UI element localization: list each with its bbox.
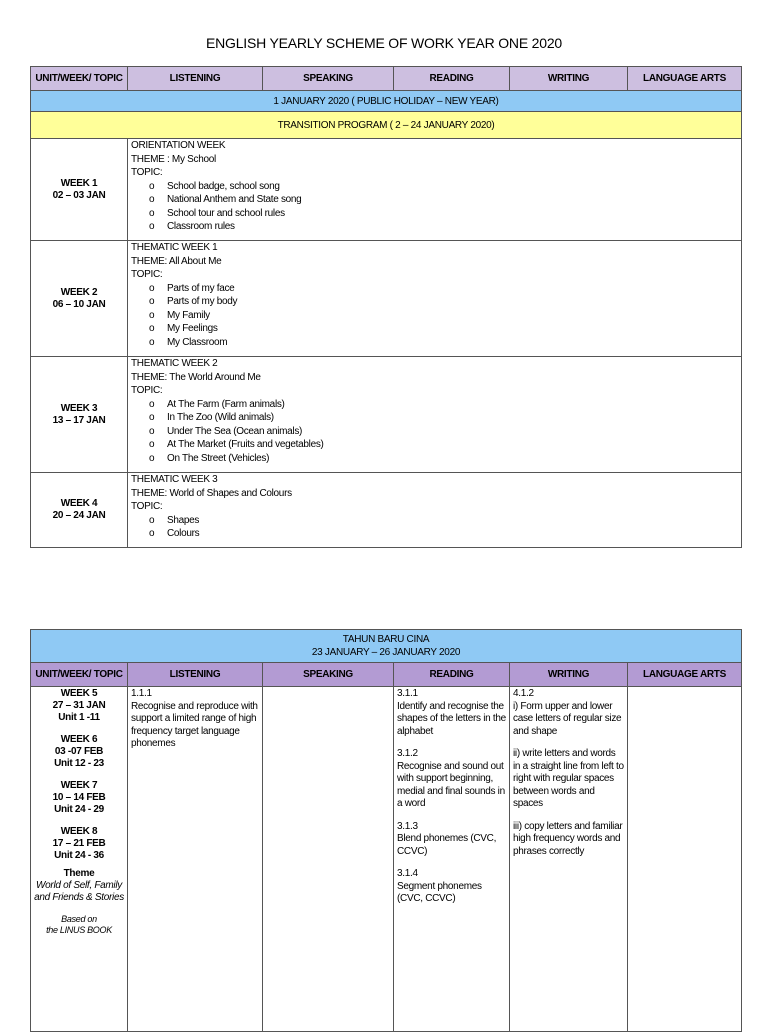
week-label-cell <box>31 473 128 548</box>
reading-item: 3.1.2 Recognise and sound out with support beginning, medial and final sounds in a word <box>397 748 505 809</box>
week-topic-label: TOPIC: <box>131 501 163 512</box>
bullet-icon: o <box>149 207 155 219</box>
theme-text: World of Self, Family and Friends & Stories <box>34 880 124 903</box>
bullet-icon: o <box>149 452 155 464</box>
holiday-row: 1 JANUARY 2020 ( PUBLIC HOLIDAY – NEW YEAR) <box>31 91 742 112</box>
topic-list <box>131 282 741 350</box>
based-on-book: the LINUS BOOK <box>46 925 112 935</box>
week-theme: THEME: The World Around Me <box>131 371 261 383</box>
writing-code: 4.1.2 <box>513 688 534 699</box>
week-row <box>31 357 742 473</box>
week-label: WEEK 3 <box>60 402 98 414</box>
cny-header <box>31 630 742 663</box>
topic-item: o Shapes <box>149 514 200 526</box>
writing-item: ii) write letters and words in a straight line from left to right with regular spaces between words and spaces <box>513 748 624 809</box>
topic-item: o School tour and school rules <box>149 207 285 219</box>
bullet-icon: o <box>149 528 155 539</box>
topic-item: o Colours <box>149 528 200 539</box>
bullet-icon: o <box>149 180 155 192</box>
col-header-language-arts: LANGUAGE ARTS <box>628 67 742 91</box>
col-header-listening: LISTENING <box>128 67 263 91</box>
transition-row: TRANSITION PROGRAM ( 2 – 24 JANUARY 2020) <box>31 112 742 139</box>
week-theme: THEME: World of Shapes and Colours <box>131 487 292 499</box>
bullet-icon: o <box>149 412 155 423</box>
topic-item: o At The Farm (Farm animals) <box>149 398 285 410</box>
bullet-icon: o <box>149 439 155 450</box>
reading-item: 3.1.4 Segment phonemes (CVC, CCVC) <box>397 868 482 904</box>
topic-item: o My Feelings <box>149 323 218 334</box>
bullet-icon: o <box>149 336 155 348</box>
reading-cell <box>394 687 510 1032</box>
topic-list <box>131 398 741 466</box>
week-content <box>128 357 742 473</box>
week-content <box>128 139 742 241</box>
week-block: WEEK 5 27 – 31 JAN Unit 1 -11 <box>52 688 106 723</box>
cny-title: TAHUN BARU CINA <box>342 634 430 645</box>
speaking-cell <box>263 687 394 1032</box>
reading-item: 3.1.1 Identify and recognise the shapes of the letters in the alphabet <box>397 688 506 737</box>
unit-week-cell <box>31 687 128 1032</box>
based-on-label: Based on <box>61 914 97 924</box>
topic-item: o School badge, school song <box>149 180 280 192</box>
bullet-icon: o <box>149 221 155 232</box>
topic-item: o Parts of my face <box>149 282 235 294</box>
col-header-listening: LISTENING <box>128 663 263 687</box>
bullet-icon: o <box>149 296 155 307</box>
col-header-reading: READING <box>394 663 510 687</box>
week-block: WEEK 6 03 -07 FEB Unit 12 - 23 <box>54 734 104 769</box>
listening-cell <box>128 687 263 1032</box>
week-label: WEEK 4 <box>60 498 98 509</box>
week-heading: THEMATIC WEEK 2 <box>131 358 218 369</box>
week-row <box>31 241 742 357</box>
topic-item: o On The Street (Vehicles) <box>149 452 270 464</box>
topic-item: o Classroom rules <box>149 221 235 232</box>
listening-code: 1.1.1 <box>131 688 152 699</box>
language-arts-cell <box>628 687 742 1032</box>
week-dates: 13 – 17 JAN <box>52 414 106 426</box>
week-heading: THEMATIC WEEK 1 <box>131 242 218 253</box>
week-row <box>31 139 742 241</box>
col-header-writing: WRITING <box>510 67 628 91</box>
week-theme: THEME : My School <box>131 153 216 165</box>
col-header-unit: UNIT/WEEK/ TOPIC <box>31 663 128 687</box>
week-heading: THEMATIC WEEK 3 <box>131 474 218 485</box>
col-header-speaking: SPEAKING <box>263 67 394 91</box>
week-dates: 06 – 10 JAN <box>52 298 106 310</box>
week-block: WEEK 8 17 – 21 FEB Unit 24 - 36 <box>52 826 106 861</box>
bullet-icon: o <box>149 425 155 437</box>
writing-item: iii) copy letters and familiar high frequency words and phrases correctly <box>513 820 623 857</box>
listening-text: Recognise and reproduce with support a limited range of high frequency target language phonemes <box>131 700 258 749</box>
week-topic-label: TOPIC: <box>131 167 163 178</box>
col-header-reading: READING <box>394 67 510 91</box>
theme-label: Theme <box>63 868 95 879</box>
topic-item: o Parts of my body <box>149 296 238 307</box>
bullet-icon: o <box>149 398 155 410</box>
week-dates: 02 – 03 JAN <box>52 189 106 201</box>
scheme-table-feb <box>30 629 742 1032</box>
topic-list <box>131 180 741 234</box>
topic-item: o In The Zoo (Wild animals) <box>149 412 274 423</box>
week-label: WEEK 1 <box>60 177 98 189</box>
bullet-icon: o <box>149 514 155 526</box>
reading-item: 3.1.3 Blend phonemes (CVC, CCVC) <box>397 820 497 857</box>
week-topic-label: TOPIC: <box>131 385 163 396</box>
week-label: WEEK 2 <box>60 286 98 298</box>
topic-item: o My Family <box>149 309 210 321</box>
bullet-icon: o <box>149 309 155 321</box>
col-header-writing: WRITING <box>510 663 628 687</box>
writing-item: i) Form upper and lower case letters of regular size and shape <box>513 700 622 737</box>
weeks-5-8-row <box>31 687 742 1032</box>
week-content <box>128 473 742 548</box>
bullet-icon: o <box>149 194 155 205</box>
col-header-speaking: SPEAKING <box>263 663 394 687</box>
bullet-icon: o <box>149 282 155 294</box>
cny-dates: 23 JANUARY – 26 JANUARY 2020 <box>311 647 461 658</box>
topic-item: o Under The Sea (Ocean animals) <box>149 425 303 437</box>
week-label-cell <box>31 241 128 357</box>
week-block: WEEK 7 10 – 14 FEB Unit 24 - 29 <box>52 780 106 815</box>
topic-item: o My Classroom <box>149 336 228 348</box>
week-label-cell <box>31 357 128 473</box>
bullet-icon: o <box>149 323 155 334</box>
col-header-unit: UNIT/WEEK/ TOPIC <box>31 67 128 91</box>
week-content <box>128 241 742 357</box>
week-row <box>31 473 742 548</box>
week-theme: THEME: All About Me <box>131 255 222 267</box>
week-topic-label: TOPIC: <box>131 269 163 280</box>
topic-item: o National Anthem and State song <box>149 194 302 205</box>
col-header-language-arts: LANGUAGE ARTS <box>628 663 742 687</box>
scheme-table-january <box>30 66 742 548</box>
writing-cell <box>510 687 628 1032</box>
topic-list <box>131 514 741 541</box>
week-heading: ORIENTATION WEEK <box>131 140 226 151</box>
document-title: ENGLISH YEARLY SCHEME OF WORK YEAR ONE 2020 <box>205 35 563 51</box>
week-label-cell <box>31 139 128 241</box>
week-dates: 20 – 24 JAN <box>52 510 106 521</box>
topic-item: o At The Market (Fruits and vegetables) <box>149 439 324 450</box>
